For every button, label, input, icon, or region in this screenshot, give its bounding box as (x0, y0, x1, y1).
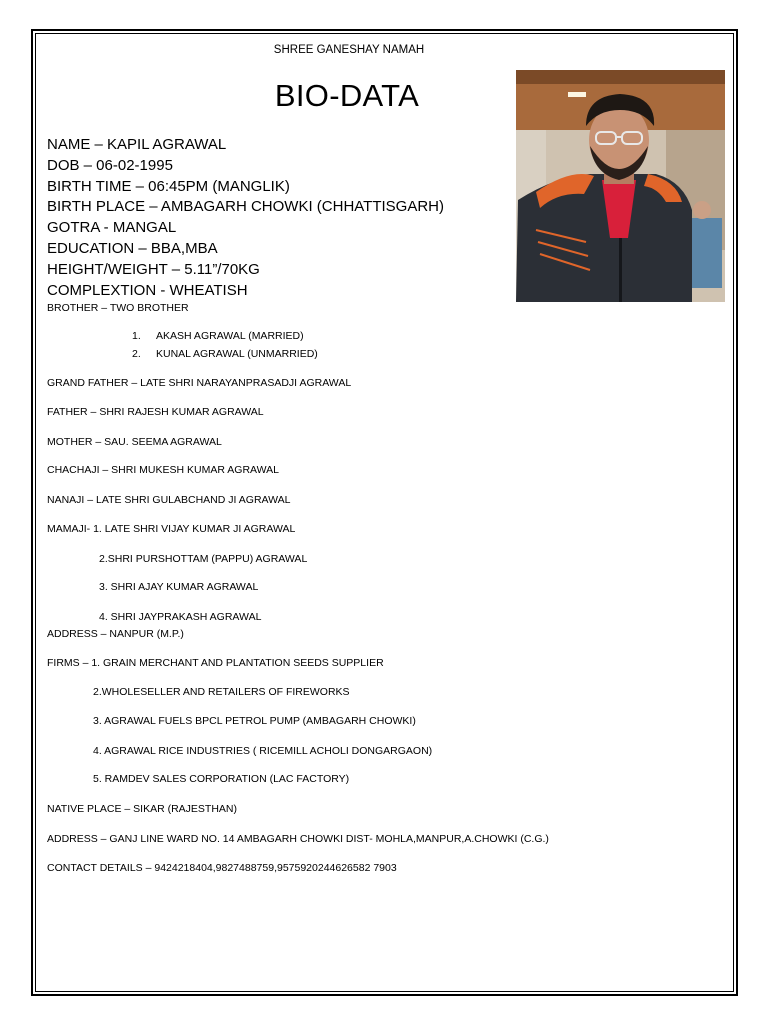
brother-2: KUNAL AGRAWAL (UNMARRIED) (156, 348, 318, 360)
invocation-text: SHREE GANESHAY NAMAH (273, 44, 425, 56)
detail-complexion: COMPLEXTION - WHEATISH (47, 282, 248, 299)
address-short: ADDRESS – NANPUR (M.P.) (47, 628, 184, 640)
detail-birth-time: BIRTH TIME – 06:45PM (MANGLIK) (47, 178, 290, 195)
brother-2-num: 2. (132, 348, 141, 360)
page-title: BIO-DATA (274, 78, 420, 113)
detail-birth-place: BIRTH PLACE – AMBAGARH CHOWKI (CHHATTISGARH) (47, 198, 444, 215)
mamaji-line-2: 2.SHRI PURSHOTTAM (PAPPU) AGRAWAL (99, 553, 308, 565)
mamaji-line-1: MAMAJI- 1. LATE SHRI VIJAY KUMAR JI AGRAWAL (47, 523, 296, 535)
address-full: ADDRESS – GANJ LINE WARD NO. 14 AMBAGARH CHOWKI DIST- MOHLA,MANPUR,A.CHOWKI (C.G.) (47, 833, 549, 845)
portrait-photo (516, 70, 725, 302)
contact-details: CONTACT DETAILS – 9424218404,9827488759,9575920244626582 7903 (47, 862, 397, 874)
nanaji-line: NANAJI – LATE SHRI GULABCHAND JI AGRAWAL (47, 494, 291, 506)
firm-line-4: 4. AGRAWAL RICE INDUSTRIES ( RICEMILL ACHOLI DONGARGAON) (93, 745, 433, 757)
brother-label: BROTHER – TWO BROTHER (47, 302, 189, 314)
native-place: NATIVE PLACE – SIKAR (RAJESTHAN) (47, 803, 238, 815)
firm-line-2: 2.WHOLESELLER AND RETAILERS OF FIREWORKS (93, 686, 350, 698)
detail-dob: DOB – 06-02-1995 (47, 157, 173, 174)
mamaji-line-3: 3. SHRI AJAY KUMAR AGRAWAL (99, 581, 259, 593)
mamaji-line-4: 4. SHRI JAYPRAKASH AGRAWAL (99, 611, 262, 623)
grandfather-line: GRAND FATHER – LATE SHRI NARAYANPRASADJI AGRAWAL (47, 377, 352, 389)
mother-line: MOTHER – SAU. SEEMA AGRAWAL (47, 436, 222, 448)
detail-height-weight: HEIGHT/WEIGHT – 5.11”/70KG (47, 261, 260, 278)
detail-name: NAME – KAPIL AGRAWAL (47, 136, 227, 153)
detail-education: EDUCATION – BBA,MBA (47, 240, 218, 257)
chachaji-line: CHACHAJI – SHRI MUKESH KUMAR AGRAWAL (47, 464, 280, 476)
father-line: FATHER – SHRI RAJESH KUMAR AGRAWAL (47, 406, 264, 418)
firm-line-3: 3. AGRAWAL FUELS BPCL PETROL PUMP (AMBAGARH CHOWKI) (93, 715, 416, 727)
detail-gotra: GOTRA - MANGAL (47, 219, 177, 236)
brother-1-num: 1. (132, 330, 141, 342)
firm-line-5: 5. RAMDEV SALES CORPORATION (LAC FACTORY) (93, 773, 350, 785)
brother-1: AKASH AGRAWAL (MARRIED) (156, 330, 304, 342)
firm-line-1: FIRMS – 1. GRAIN MERCHANT AND PLANTATION SEEDS SUPPLIER (47, 657, 384, 669)
